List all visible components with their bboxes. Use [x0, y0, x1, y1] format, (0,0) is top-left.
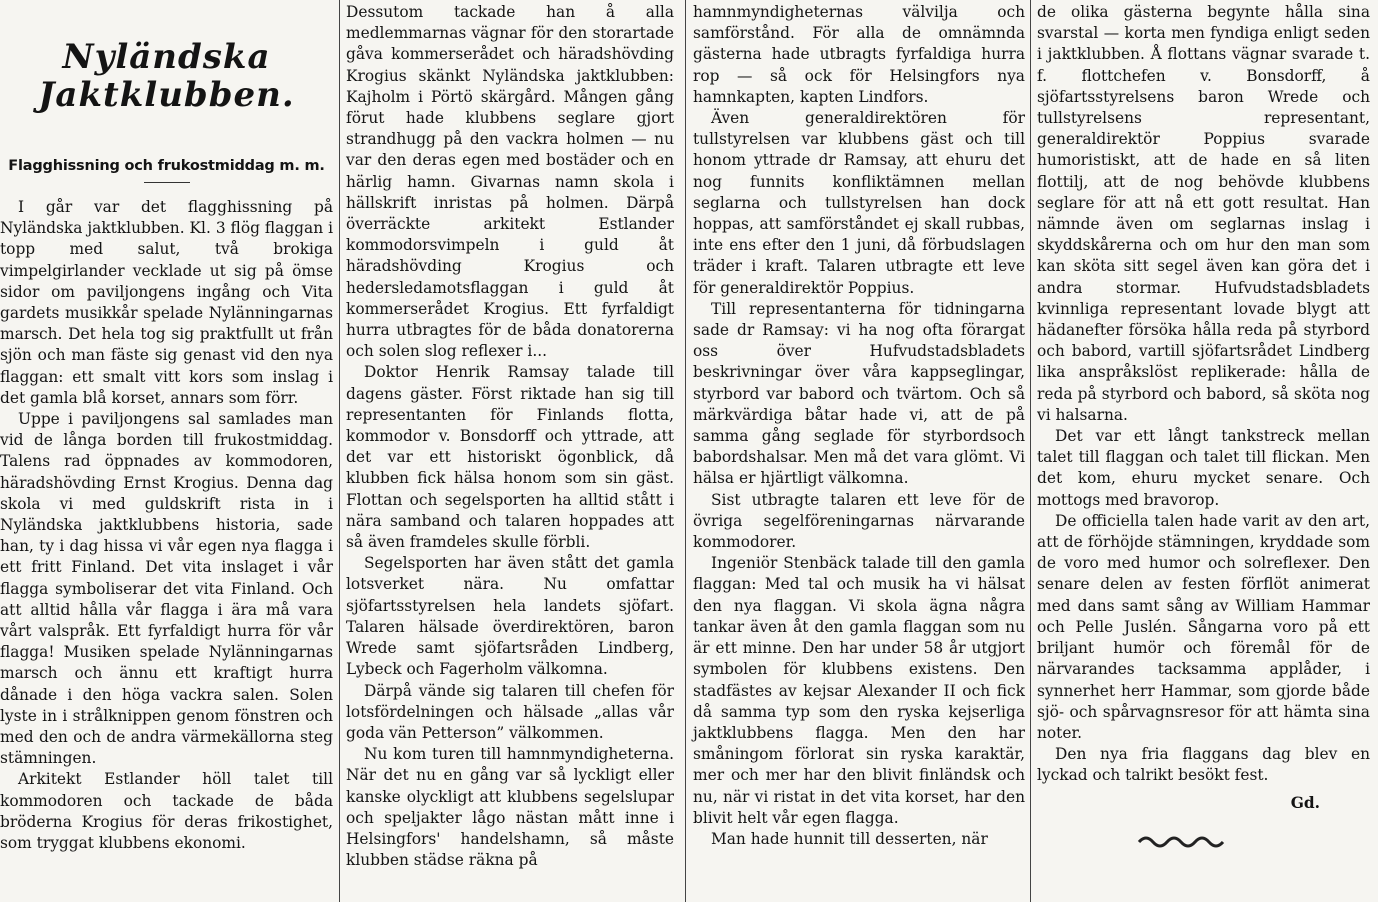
paragraph: Man hade hunnit till desserten, när [711, 829, 988, 848]
paragraph: Det var ett långt tankstreck mellan talet till flaggan och talet till flickan. Men det kom, ehuru mycket senare. Och mottogs med bravorop. [1037, 427, 1370, 509]
column-1 [0, 0, 333, 854]
paragraph: I går var det flagghissning på Nyländska jaktklubben. Kl. 3 flög flaggan i topp med salut, två brokiga vimpelgirlander vecklade ut sig på ömse sidor om paviljongens ingång och Vita gardets musikkår spelade Nylänningarnas marsch. Det hela tog sig praktfullt ut från sjön och man fäste sig genast vid den nya flaggan: ett smalt vitt kors som inslag i det gamla blå korset, annars som förr. [0, 198, 333, 407]
paragraph: hamnmyndigheternas välvilja och samförstånd. För alla de omnämnda gästerna hade utbragts fyrfaldiga hurra rop — så ock för Helsingfors nya hamnkapten, kapten Lindfors. [693, 3, 1025, 106]
paragraph: Dessutom tackade han å alla medlemmarnas vägnar för den storartade gåva kommerserådet och häradshövding Krogius skänkt Nyländska jaktklubben: Kajholm i Pörtö skärgård. Mången gång förut hade klubbens seglare gjort strandhugg på den vackra holmen — nu var den deras egen med bostäder och en härlig hamn. Givarnas namn skola i hällskrift inristas på holmen. Därpå överräckte arkitekt Estlander kommodorsvimpeln i guld åt häradshövding Krogius och hedersledamotsflaggan i guld åt kommerserådet Krogius. Ett fyrfaldigt hurra utbragtes för de båda donatorerna och solen slog reflexer i... [346, 3, 674, 361]
column-rule [1030, 0, 1031, 902]
paragraph: Arkitekt Estlander höll talet till kommodoren och tackade de båda bröderna Krogius för deras frikostighet, som tryggat klubbens ekonomi. [0, 770, 333, 853]
short-divider [144, 182, 190, 183]
column-3-body [693, 2, 1025, 850]
paragraph: Ingeniör Stenbäck talade till den gamla flaggan: Med tal och musik ha vi hälsat den nya flaggan. Vi skola ägna några tankar även åt den gamla flaggan som nu är ett minne. Den har under 58 år utgjort symbolen för klubbens existens. Den stadfästes av kejsar Alexander II och fick då samma typ som den ryska kejserliga jaktklubbens flagga. Men den har småningom förlorat sin ryska karaktär, mer och mer har den blivit finländsk och nu, när vi ristat in det vita korset, har den blivit helt vår egen flagga. [693, 554, 1025, 827]
article-headline: Nyländska Jaktklubben. [38, 37, 295, 115]
paragraph: De officiella talen hade varit av den art, att de förhöjde stämningen, kryddade som de voro med humor och solreflexer. Den senare delen av festen förflöt animerat med dans samt sång av William Hammar och Pelle Juslén. Sångarna voro på ett briljant humör och föremål för de närvarandes tacksamma applåder, i synnerhet herr Hammar, som gjorde både sjö- och spårvagnsresor för att hämta sina noter. [1037, 511, 1370, 742]
article-subheadline: Flagghissning och frukostmiddag m. m. [8, 158, 325, 174]
paragraph: Den nya fria flaggans dag blev en lyckad och talrikt besökt fest. [1037, 745, 1370, 785]
column-4 [1037, 2, 1370, 848]
column-2-body [346, 2, 674, 871]
paragraph: Doktor Henrik Ramsay talade till dagens gäster. Först riktade han sig till representanten för Finlands flotta, kommodor v. Bonsdorff och yttrade, att det var ett historiskt ögonblick, då klubben fick hälsa honom som sin gäst. Flottan och segelsporten ha alltid stått i nära samband och talaren hoppades att så även framdeles skulle förbli. [346, 363, 674, 552]
paragraph: Nu kom turen till hamnmyndigheterna. När det nu en gång var så lyckligt eller kanske olyckligt att klubbens segelslupar och speljakter lågo nästan mått inne i Helsingfors' handelshamn, så måste klubben städse räkna på [346, 745, 674, 870]
column-1-body [0, 197, 333, 854]
end-ornament-icon [1137, 832, 1227, 848]
paragraph: Uppe i paviljongens sal samlades man vid de långa borden till frukostmiddag. Talens rad öppnades av kommodoren, häradshövding Ernst Krogius. Denna dag skola vi med guldskrift rista in i Nyländska jaktklubbens historia, sade han, ty i dag hissa vi vår egen nya flagga i ett fritt Finland. Det vita inslaget i vår flagga symboliserar det vita Finland. Och att alltid hålla vår flagga i ära må vara vårt valspråk. Ett fyrfaldigt hurra för vår flagga! Musiken spelade Nylänningarnas marsch och ännu ett kraftigt hurra dånade i den höga vackra salen. Solen lyste in i strålknippen genom fönstren och med den och de andra värmekällorna steg stämningen. [0, 410, 333, 768]
author-signature: Gd. [1290, 793, 1320, 812]
column-rule [339, 0, 340, 902]
paragraph: Till representanterna för tidningarna sade dr Ramsay: vi ha nog ofta förargat oss över Hufvudstadsbladets beskrivningar över våra kappseglingar, styrbord var babord och tvärtom. Och så märkvärdiga båtar hade vi, att de på samma gång seglade för styrbordsoch babordshalsar. Men må det vara glömt. Vi hälsa er hjärtligt välkomna. [693, 299, 1025, 488]
paragraph: Segelsporten har även stått det gamla lotsverket nära. Nu omfattar sjöfartsstyrelsen hela landets sjöfart. Talaren hälsade överdirektören, baron Wrede samt sjöfartsråden Lindberg, Lybeck och Fagerholm välkomna. [346, 554, 674, 679]
paragraph: Även generaldirektören för tullstyrelsen var klubbens gäst och till honom yttrade dr Ramsay, att ehuru det nog funnits konfliktämnen mellan seglarna och tullstyrelsen han dock hoppas, att samförståndet ej skall rubbas, inte ens efter den 1 juni, då förbudslagen träder i kraft. Talaren utbragte ett leve för generaldirektör Poppius. [693, 109, 1025, 297]
paragraph: Sist utbragte talaren ett leve för de övriga segelföreningarnas närvarande kommodorer. [693, 490, 1025, 552]
paragraph: Därpå vände sig talaren till chefen för lotsfördelningen och hälsade „allas vår goda vän Petterson” välkommen. [346, 681, 674, 742]
column-3 [693, 2, 1025, 850]
column-4-body [1037, 2, 1370, 787]
paragraph: de olika gästerna begynte hålla sina svarstal — korta men fyndiga enligt seden i jaktklubben. Å flottans vägnar svarade t. f. flottchefen v. Bonsdorff, å sjöfartsstyrelsens baron Wrede och tullstyrelsens representant, generaldirektör Poppius svarade humoristiskt, att de hade en så liten flottilj, att de nog behövde klubbens seglare för att nå ett gott resultat. Han nämnde även om seglarnas inslag i skyddskårerna och om hur den man som kan sköta sitt segel även kan göra det i andra stormar. Hufvudstadsbladets kvinnliga representant lovade blygt att hädanefter försöka hålla reda på styrbord och babord, vartill sjöfartsrådet Lindberg lika anspråkslöst replikerade: hålla de reda på styrbord och babord, så sköta nog vi halsarna. [1037, 3, 1370, 424]
column-rule [685, 0, 686, 902]
column-2 [346, 2, 674, 871]
